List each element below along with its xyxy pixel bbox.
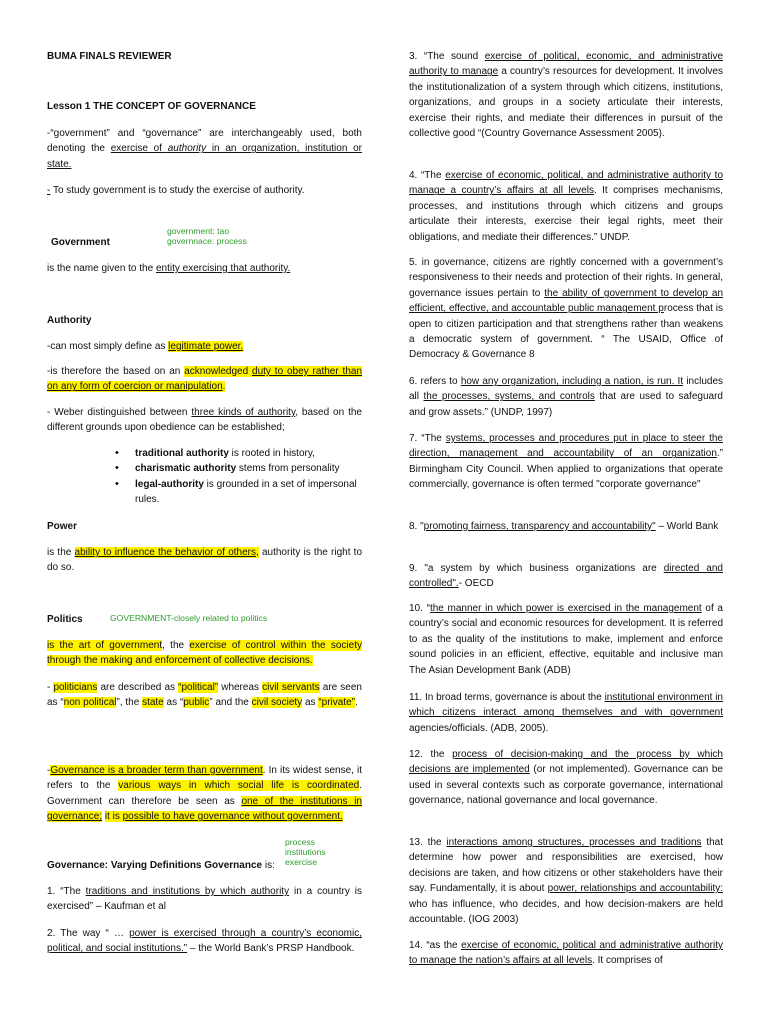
paragraph-legitimate-power: -can most simply define as legitimate power.: [47, 341, 244, 352]
paragraph-governance-broader: -Governance is a broader term than government. In its widest sense, it refers to the various ways in which social life is coordinated. Government can therefore be seen as one of the institutions in governance; it is possible to have governance without government.: [47, 765, 362, 823]
annotation-politics: GOVERNMENT-closely related to politics: [110, 613, 268, 623]
definition-3: 3. “The sound exercise of political, economic, and administrative authority to manage a country’s resources for development. It involves the institutionalization of a system through which citizens, institutions, organizations, and groups in a society articulate their interests, exercise their rights, and mediate their differences in pursuit of the collective good “(Country Governance Assessment 2005).: [409, 51, 724, 140]
annotation-government: government: tao governnace: process: [167, 226, 247, 246]
heading-varying-definitions: Governance: Varying Definitions Governance is:: [47, 860, 275, 871]
list-item: • traditional authority is rooted in history,: [47, 446, 362, 461]
definition-10: 10. “the manner in which power is exercised in the management of a country’s social and economic resources for development. It is referred to as the quality of the institutions to make, implement and enforce sound policies in an efficient, effective, equitable and inclusive man The Asian Development Bank (ADB): [409, 603, 723, 676]
paragraph-weber: - Weber distinguished between three kinds of authority, based on the different grounds upon obedience can be established;: [47, 407, 362, 434]
heading-politics: Politics: [47, 614, 83, 625]
paragraph-power-definition: is the ability to influence the behavior of others, authority is the right to do so.: [47, 547, 363, 574]
definition-11: 11. In broad terms, governance is about the institutional environment in which citizens interact among themselves and with government agencies/officials. (ADB, 2005).: [409, 692, 723, 734]
paragraph-politics-definition: is the art of government, the exercise of control within the society through the making and enforcement of collective decisions.: [47, 640, 362, 667]
heading-authority: Authority: [47, 315, 92, 326]
definition-9: 9. "a system by which business organizations are directed and controlled".- OECD: [409, 563, 723, 590]
annotation-process: process institutions exercise: [285, 837, 326, 867]
paragraph-government-definition: is the name given to the entity exercising that authority.: [47, 263, 291, 274]
definition-5: 5. in governance, citizens are rightly concerned with a government’s responsiveness to their needs and protection of their rights. In general, governance issues pertain to the ability of government to develop an efficient, effective, and accountable public management process that is open to citizen participation and that strengthens rather than weakens a democratic system of government. “ The USAID, Office of Democracy & Governance 8: [409, 257, 724, 361]
definition-4: 4. “The exercise of economic, political, and administrative authority to manage a country’s affairs at all levels. It comprises mechanisms, processes, and institutions through which citizens and groups articulate their interests, exercise their legal rights, meet their obligations, and mediate their differences.” UNDP.: [409, 170, 723, 243]
paragraph-politicians: - politicians are described as “political” whereas civil servants are seen as “non political”, the state as “public” and the civil society as “private”.: [47, 682, 362, 709]
definition-7: 7. “The systems, processes and procedures put in place to steer the direction, management and accountability of an organization.” Birmingham City Council. When applied to organizations that operate commercially, governance is often termed "corporate governance": [409, 433, 723, 491]
document-title: BUMA FINALS REVIEWER: [47, 51, 172, 62]
definition-6: 6. refers to how any organization, including a nation, is run. It includes all the processes, systems, and controls that are used to safeguard and grow assets.” (UNDP, 1997): [409, 376, 724, 418]
definition-14: 14. “as the exercise of economic, political and administrative authority to manage the nation’s affairs at all levels. It comprises of: [409, 940, 724, 967]
definition-2: 2. The way “ … power is exercised through a country’s economic, political, and social institutions.” – the World Bank’s PRSP Handbook.: [47, 928, 362, 955]
paragraph-duty-to-obey: -is therefore the based on an acknowledged duty to obey rather than on any form of coercion or manipulation.: [47, 366, 363, 393]
paragraph-interchangeable: -“government” and “governance” are interchangeably used, both denoting the exercise of authority in an organization, institution or state.: [47, 128, 362, 170]
paragraph-study-government: - To study government is to study the exercise of authority.: [47, 185, 305, 196]
heading-power: Power: [47, 521, 78, 532]
definition-8: 8. "promoting fairness, transparency and accountability" – World Bank: [409, 521, 719, 532]
definition-13: 13. the interactions among structures, processes and traditions that determine how power and responsibilities are exercised, how decisions are taken, and how citizens or other stakeholders have their say. Fundamentally, it is about power, relationships and accountability: who has influence, who decides, and how decision-makers are held accountable. (IOG 2003): [409, 837, 723, 926]
list-item: • charismatic authority stems from personality: [47, 461, 362, 476]
authority-kinds-list: [47, 446, 362, 508]
definition-1: 1. “The traditions and institutions by which authority in a country is exercised” – Kaufman et al: [47, 886, 362, 913]
heading-government: Government: [51, 237, 110, 248]
definition-12: 12. the process of decision-making and the process by which decisions are implemented (or not implemented). Governance can be used in several contexts such as corporate governance, international governance, national governance and local governance.: [409, 749, 723, 807]
list-item: • legal-authority is grounded in a set of impersonal rules.: [47, 477, 362, 508]
lesson-title: Lesson 1 THE CONCEPT OF GOVERNANCE: [47, 101, 256, 112]
